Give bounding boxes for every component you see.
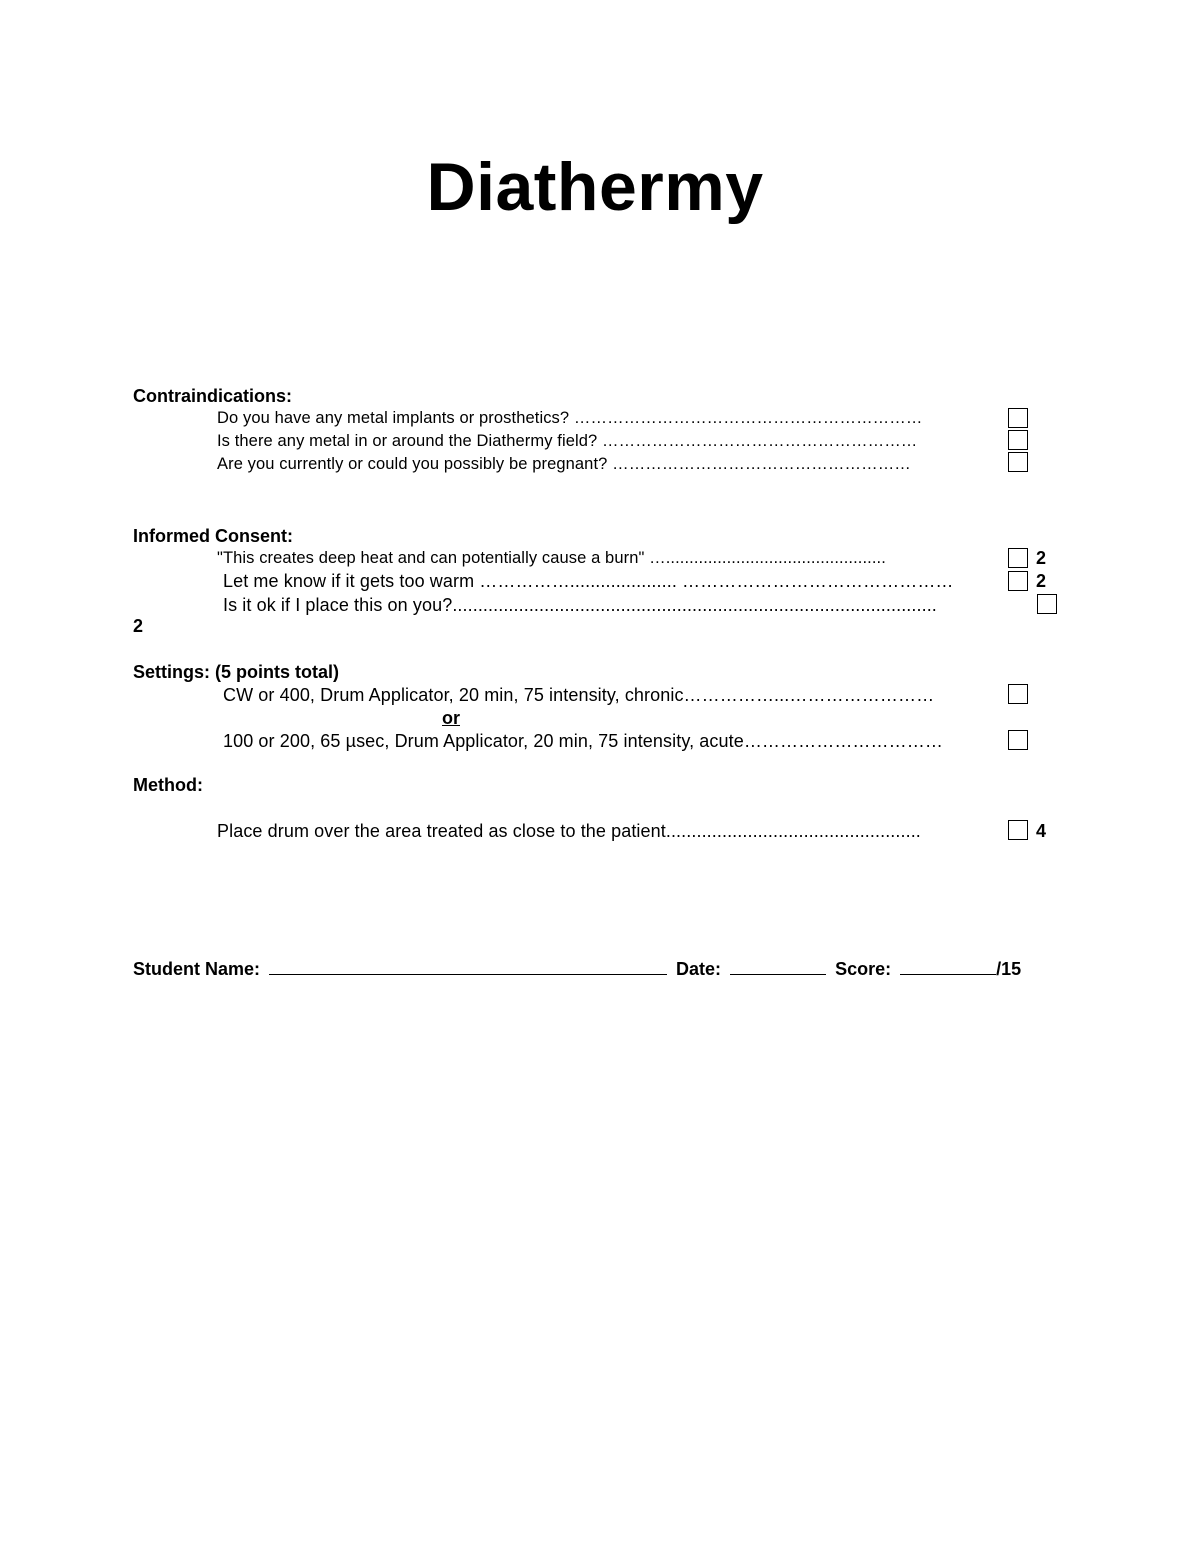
contraindication-item-pregnant: Are you currently or could you possibly be pregnant? ……………………………………………… xyxy=(217,455,911,473)
page-title: Diathermy xyxy=(426,149,764,225)
points-method: 4 xyxy=(1036,821,1047,841)
checkbox-settings-chronic[interactable] xyxy=(1008,684,1028,704)
checkbox-place-on-you[interactable] xyxy=(1037,594,1057,614)
consent-item-place-on-you: Is it ok if I place this on you?............................................................................................... xyxy=(223,595,937,615)
footer-signature-row xyxy=(133,956,1021,980)
points-too-warm: 2 xyxy=(1036,571,1047,591)
checkbox-pregnant[interactable] xyxy=(1008,452,1028,472)
consent-item-deep-heat: "This creates deep heat and can potentially cause a burn" …............................................... xyxy=(217,549,886,567)
settings-or-label: or xyxy=(442,708,460,728)
checkbox-too-warm[interactable] xyxy=(1008,571,1028,591)
student-name-label: Student Name: xyxy=(133,959,261,979)
settings-option-acute: 100 or 200, 65 µsec, Drum Applicator, 20 min, 75 intensity, acute…………………………… xyxy=(223,731,943,751)
settings-option-chronic: CW or 400, Drum Applicator, 20 min, 75 intensity, chronic……………...…………………… xyxy=(223,685,935,705)
student-name-line[interactable] xyxy=(269,956,667,975)
score-line[interactable] xyxy=(900,956,996,975)
date-line[interactable] xyxy=(730,956,826,975)
checkbox-method[interactable] xyxy=(1008,820,1028,840)
contraindication-item-metal-implants: Do you have any metal implants or prosthetics? ……………………………………………………… xyxy=(217,409,923,427)
points-deep-heat: 2 xyxy=(1036,548,1047,568)
contraindication-item-metal-field: Is there any metal in or around the Diathermy field? ………………………………………………… xyxy=(217,432,918,450)
checkbox-metal-field[interactable] xyxy=(1008,430,1028,450)
contraindications-heading: Contraindications: xyxy=(133,386,293,406)
points-place-on-you: 2 xyxy=(133,616,144,636)
checkbox-settings-acute[interactable] xyxy=(1008,730,1028,750)
checkbox-deep-heat[interactable] xyxy=(1008,548,1028,568)
consent-heading: Informed Consent: xyxy=(133,526,293,546)
method-item-place-drum: Place drum over the area treated as close to the patient.................................................. xyxy=(217,821,921,841)
consent-item-too-warm: Let me know if it gets too warm ……………..................... ……………………………………… xyxy=(223,571,954,591)
settings-heading: Settings: (5 points total) xyxy=(133,662,339,682)
checkbox-metal-implants[interactable] xyxy=(1008,408,1028,428)
score-total: /15 xyxy=(996,959,1022,979)
date-label: Date: xyxy=(676,959,722,979)
method-heading: Method: xyxy=(133,775,203,795)
score-label: Score: xyxy=(835,959,892,979)
